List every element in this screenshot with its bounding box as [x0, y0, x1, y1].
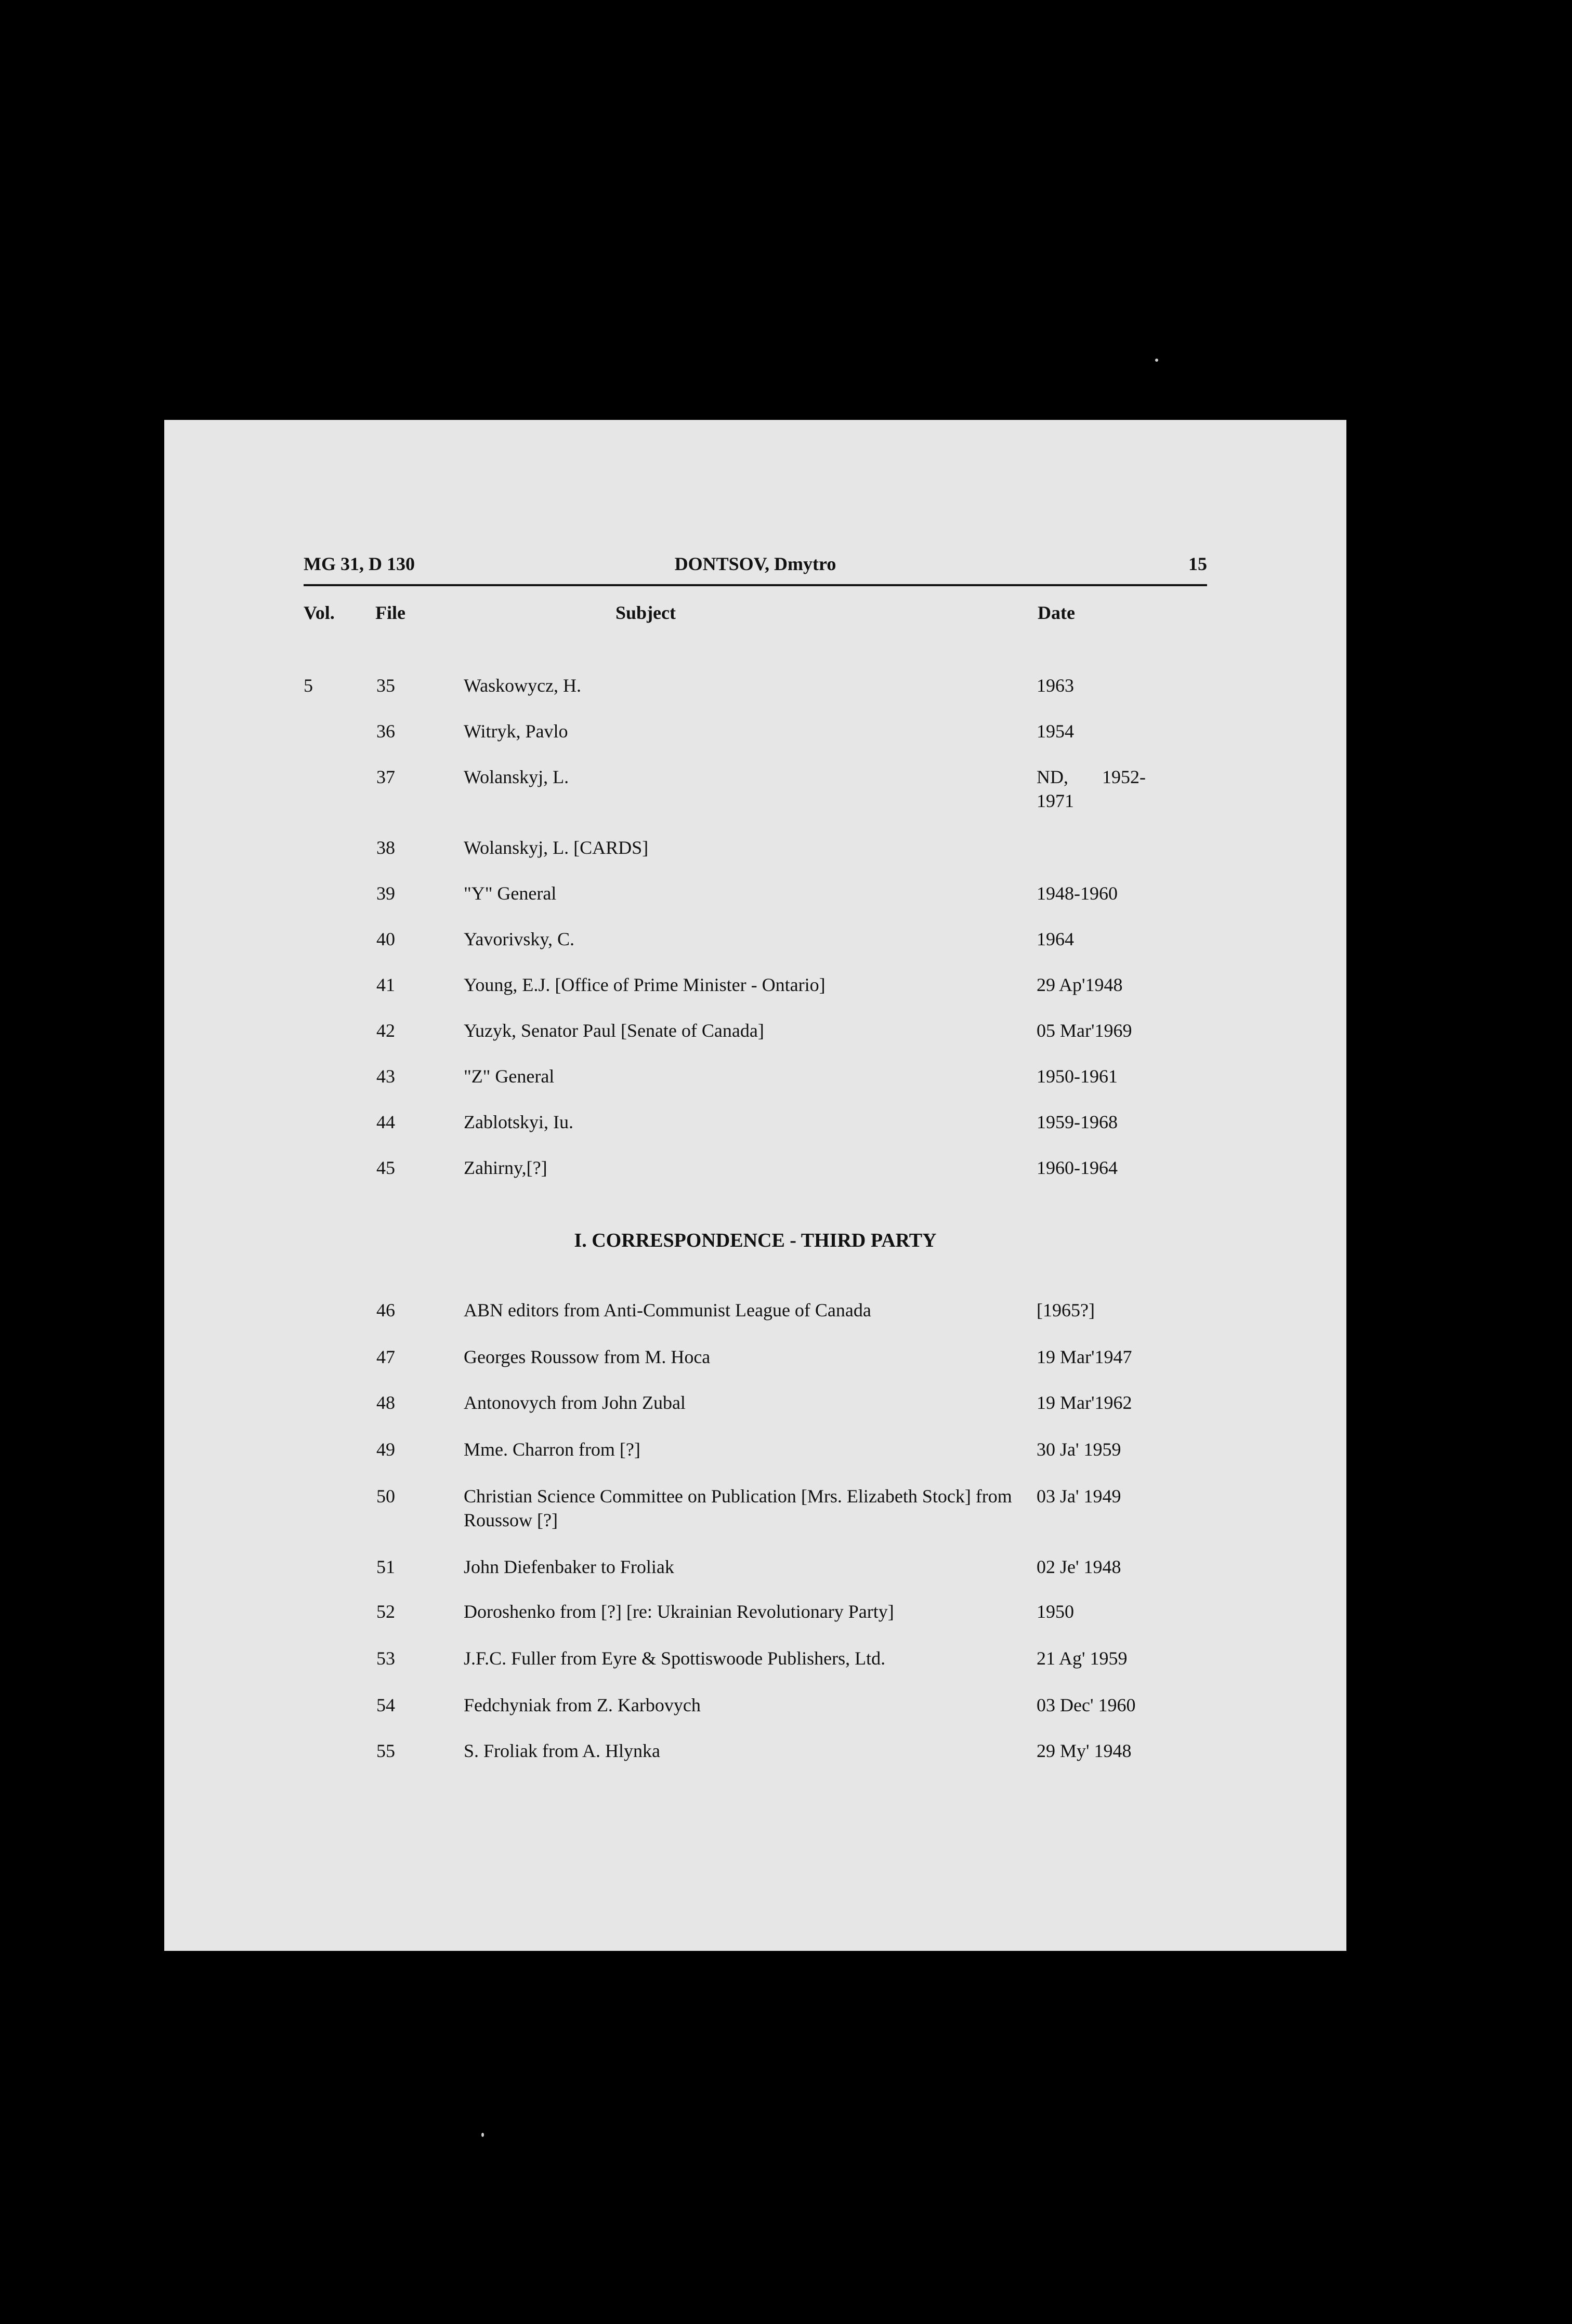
row-subject: Christian Science Committee on Publication [Mrs. Elizabeth Stock] from Roussow [?] [464, 1486, 1012, 1530]
row-subject: Wolanskyj, L. [464, 767, 569, 787]
row-date: 1959-1968 [1037, 1112, 1118, 1132]
row-date: 21 Ag' 1959 [1037, 1648, 1128, 1669]
row-date: 05 Mar'1969 [1037, 1020, 1132, 1041]
row-subject: Young, E.J. [Office of Prime Minister - Ontario] [464, 974, 826, 995]
row-file: 52 [376, 1601, 395, 1622]
row-date: 19 Mar'1962 [1037, 1392, 1132, 1413]
page-number: 15 [1188, 553, 1207, 574]
row-subject: Zablotskyi, Iu. [464, 1112, 573, 1132]
row-subject: Fedchyniak from Z. Karbovych [464, 1695, 701, 1715]
row-date: 03 Dec' 1960 [1037, 1695, 1136, 1715]
column-header-date: Date [1038, 602, 1075, 623]
row-file: 44 [376, 1112, 395, 1132]
row-file: 42 [376, 1020, 395, 1041]
row-subject: "Y" General [464, 883, 557, 904]
row-subject: Wolanskyj, L. [CARDS] [464, 837, 649, 858]
page-header [304, 553, 1207, 579]
row-date: 1954 [1037, 721, 1074, 742]
row-date: 02 Je' 1948 [1037, 1556, 1121, 1577]
document-page [164, 420, 1346, 1951]
row-file: 55 [376, 1740, 395, 1761]
column-header-subject: Subject [615, 602, 676, 623]
row-vol: 5 [304, 675, 313, 696]
row-file: 49 [376, 1439, 395, 1460]
row-file: 51 [376, 1556, 395, 1577]
row-date: 1960-1964 [1037, 1157, 1118, 1178]
row-subject: Georges Roussow from M. Hoca [464, 1346, 711, 1367]
fonds-title: DONTSOV, Dmytro [674, 553, 836, 574]
column-header-file: File [375, 602, 405, 623]
row-file: 40 [376, 929, 395, 949]
row-file: 39 [376, 883, 395, 904]
column-headers [304, 602, 1207, 628]
background-speck [1155, 359, 1158, 362]
row-file: 35 [376, 675, 395, 696]
row-file: 38 [376, 837, 395, 858]
row-date: 1964 [1037, 929, 1074, 949]
row-subject: Yuzyk, Senator Paul [Senate of Canada] [464, 1020, 764, 1041]
row-subject: Doroshenko from [?] [re: Ukrainian Revolutionary Party] [464, 1601, 894, 1622]
row-subject: John Diefenbaker to Froliak [464, 1556, 674, 1577]
row-file: 54 [376, 1695, 395, 1715]
row-subject: Witryk, Pavlo [464, 721, 568, 742]
row-date: [1965?] [1037, 1300, 1095, 1321]
row-subject: Waskowycz, H. [464, 675, 582, 696]
row-file: 43 [376, 1066, 395, 1087]
row-subject: Yavorivsky, C. [464, 929, 575, 949]
row-file: 53 [376, 1648, 395, 1669]
row-date: 1950-1961 [1037, 1066, 1118, 1087]
row-subject: S. Froliak from A. Hlynka [464, 1740, 660, 1761]
row-date: 29 My' 1948 [1037, 1740, 1132, 1761]
row-date: 30 Ja' 1959 [1037, 1439, 1121, 1460]
section-heading: I. CORRESPONDENCE - THIRD PARTY [574, 1230, 937, 1251]
row-date: 1950 [1037, 1601, 1074, 1622]
row-date: 1948-1960 [1037, 883, 1118, 904]
row-file: 47 [376, 1346, 395, 1367]
row-file: 37 [376, 767, 395, 787]
header-rule [304, 584, 1207, 586]
row-subject: Antonovych from John Zubal [464, 1392, 686, 1413]
row-date: 1963 [1037, 675, 1074, 696]
row-subject: Zahirny,[?] [464, 1157, 547, 1178]
row-file: 45 [376, 1157, 395, 1178]
row-file: 41 [376, 974, 395, 995]
background-speck [481, 2133, 484, 2137]
row-file: 48 [376, 1392, 395, 1413]
row-subject: "Z" General [464, 1066, 555, 1087]
column-header-vol: Vol. [304, 602, 335, 623]
row-date: ND, 1952-1971 [1037, 767, 1146, 811]
row-date: 03 Ja' 1949 [1037, 1486, 1121, 1507]
row-file: 46 [376, 1300, 395, 1321]
row-subject: Mme. Charron from [?] [464, 1439, 640, 1460]
row-date: 19 Mar'1947 [1037, 1346, 1132, 1367]
fonds-reference: MG 31, D 130 [304, 553, 415, 574]
row-subject: J.F.C. Fuller from Eyre & Spottiswoode Publishers, Ltd. [464, 1648, 886, 1669]
row-subject: ABN editors from Anti-Communist League of Canada [464, 1300, 871, 1321]
row-file: 36 [376, 721, 395, 742]
row-date: 29 Ap'1948 [1037, 974, 1123, 995]
row-file: 50 [376, 1486, 395, 1507]
